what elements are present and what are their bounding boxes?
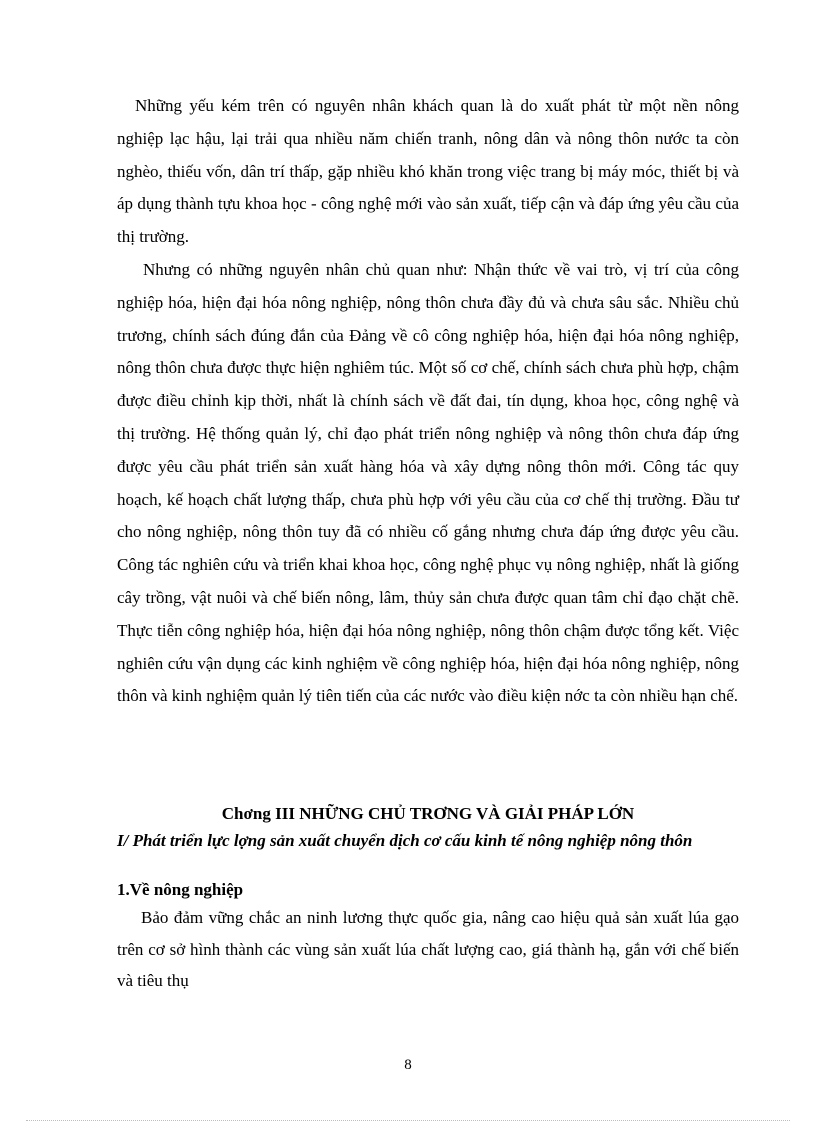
page-bottom-border [26, 1120, 790, 1121]
chapter-title: Chơng III NHỮNG CHỦ TRƠNG VÀ GIẢI PHÁP LỚN [221, 804, 635, 823]
subsection-heading: 1.Về nông nghiệp [117, 880, 244, 899]
page-number: 8 [404, 1057, 412, 1073]
paragraph-food-security: Bảo đảm vững chắc an ninh lương thực quốc gia, nâng cao hiệu quả sản xuất lúa gạo trên cơ sở hình thành các vùng sản xuất lúa chất lượng cao, giá thành hạ, gắn với chế biến và tiêu thụ [117, 908, 739, 990]
paragraph-subjective-causes: Nhưng có những nguyên nhân chủ quan như: Nhận thức về vai trò, vị trí của công nghiệp hóa, hiện đại hóa nông nghiệp, nông thôn chưa đầy đủ và chưa sâu sắc. Nhiều chủ trương, chính sách đúng đắn của Đảng về cô công nghiệp hóa, hiện đại hóa nông nghiệp, nông thôn chưa được thực hiện nghiêm túc. Một số cơ chế, chính sách chưa phù hợp, chậm được điều chỉnh kịp thời, nhất là chính sách về đất đai, tín dụng, khoa học, công nghệ và thị trường. Hệ thống quản lý, chỉ đạo phát triển nông nghiệp và nông thôn chưa đáp ứng được yêu cầu phát triển sản xuất hàng hóa và xây dựng nông thôn mới. Công tác quy hoạch, kế hoạch chất lượng thấp, chưa phù hợp với yêu cầu của cơ chế thị trường. Đầu tư cho nông nghiệp, nông thôn tuy đã có nhiều cố gắng nhưng chưa đáp ứng được yêu cầu. Công tác nghiên cứu và triển khai khoa học, công nghệ phục vụ nông nghiệp, nhất là giống cây trồng, vật nuôi và chế biến nông, lâm, thủy sản chưa được quan tâm chỉ đạo chặt chẽ. Thực tiễn công nghiệp hóa, hiện đại hóa nông nghiệp, nông thôn chậm được tổng kết. Việc nghiên cứu vận dụng các kinh nghiệm về công nghiệp hóa, hiện đại hóa nông nghiệp, nông thôn và kinh nghiệm quản lý tiên tiến của các nước vào điều kiện nớc ta còn nhiều hạn chế. [117, 260, 739, 706]
section-heading: I/ Phát triển lực lợng sản xuất chuyển dịch cơ cấu kinh tế nông nghiệp nông thôn [117, 831, 693, 850]
paragraph-objective-causes: Những yếu kém trên có nguyên nhân khách quan là do xuất phát từ một nền nông nghiệp lạc hậu, lại trải qua nhiều năm chiến tranh, nông dân và nông thôn nước ta còn nghèo, thiếu vốn, dân trí thấp, gặp nhiều khó khăn trong việc trang bị máy móc, thiết bị và áp dụng thành tựu khoa học - công nghệ mới vào sản xuất, tiếp cận và đáp ứng yêu cầu của thị trường. [117, 96, 739, 247]
